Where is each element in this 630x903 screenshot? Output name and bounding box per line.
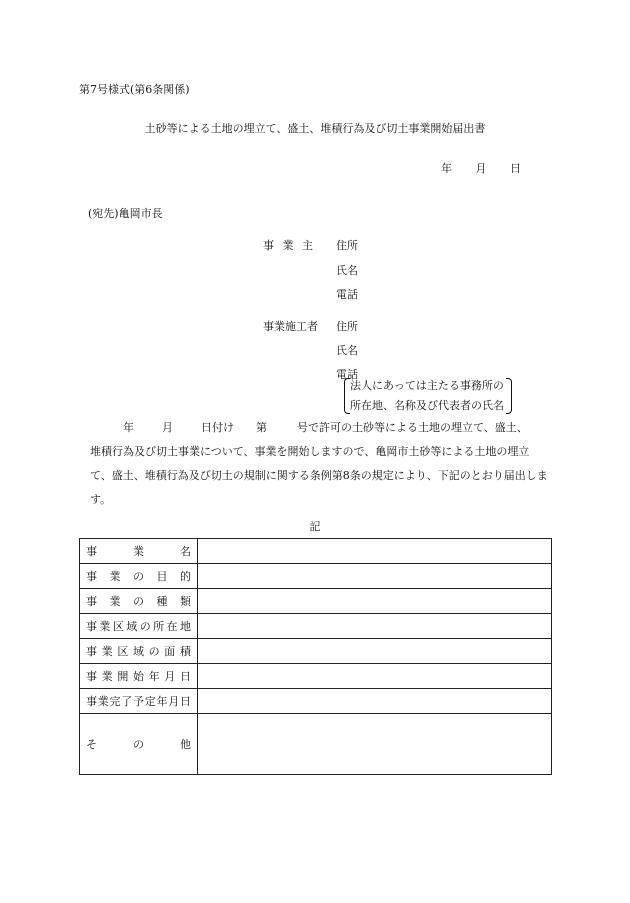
row-label-char: 種 xyxy=(156,595,168,608)
row-label-char: 業 xyxy=(101,670,113,683)
corporate-note-line: 所在地、名称及び代表者の氏名 xyxy=(350,399,504,412)
row-label-char: 的 xyxy=(180,570,191,583)
row-label-char: 他 xyxy=(180,738,191,751)
row-value-field[interactable] xyxy=(198,714,552,775)
row-value-field[interactable] xyxy=(198,664,552,689)
applicant-phone-label: 電話 xyxy=(336,288,358,301)
row-label-char: 開 xyxy=(117,670,129,683)
row-label-char: 目 xyxy=(156,570,168,583)
date-year-label: 年 xyxy=(441,162,452,175)
date-month-label: 月 xyxy=(475,162,487,175)
row-label-char: 始 xyxy=(132,670,144,683)
row-label-char: 業 xyxy=(109,570,121,583)
contractor-name-label: 氏名 xyxy=(336,344,358,357)
document-title: 土砂等による土地の埋立て、盛土、堆積行為及び切土事業開始届出書 xyxy=(144,122,486,135)
row-label xyxy=(80,564,198,589)
row-label-char: 事 xyxy=(86,695,97,708)
row-value-field[interactable] xyxy=(198,689,552,714)
applicant-role-char: 主 xyxy=(302,239,313,252)
table-row xyxy=(80,589,552,614)
row-label xyxy=(80,539,198,564)
row-label-char: 区 xyxy=(112,620,124,633)
table-row xyxy=(80,539,552,564)
row-label-char: 了 xyxy=(121,695,133,708)
row-label-char: 区 xyxy=(117,645,129,658)
contractor-role-label: 事業施工者 xyxy=(263,320,318,333)
contractor-phone-label: 電話 xyxy=(336,368,358,381)
row-label xyxy=(80,614,198,639)
row-value-field[interactable] xyxy=(198,589,552,614)
table-row xyxy=(80,564,552,589)
row-label-char: の xyxy=(148,645,160,658)
row-label-char: 事 xyxy=(86,645,97,658)
applicant-role-char: 事 xyxy=(263,239,274,252)
body-month: 月 xyxy=(162,421,173,434)
row-label-char: 積 xyxy=(179,645,191,658)
body-dated: 日付け xyxy=(201,421,234,434)
row-label-char: 月 xyxy=(168,695,180,708)
form-number: 第7号様式(第6条関係) xyxy=(79,83,190,96)
row-label-char: 所 xyxy=(153,620,165,633)
row-label-char: 域 xyxy=(132,645,144,658)
applicant-name-label: 氏名 xyxy=(336,264,358,277)
notification-body xyxy=(90,416,550,512)
submission-date xyxy=(441,160,521,176)
row-label-char: 事 xyxy=(86,595,97,608)
body-rest: 堆積行為及び切土事業について、事業を開始しますので、亀岡市土砂等による土地の埋立て、盛土、堆積行為及び切土の規制に関する条例第8条の規定により、下記のとおり届出します。 xyxy=(90,445,548,506)
row-value-field[interactable] xyxy=(198,614,552,639)
row-label-char: 日 xyxy=(179,670,191,683)
row-label-char: の xyxy=(133,570,144,583)
row-label-char: 在 xyxy=(166,620,178,633)
row-label-char: 業 xyxy=(99,620,111,633)
row-label-char: 業 xyxy=(101,645,113,658)
corporate-note xyxy=(344,376,510,416)
table-row xyxy=(80,664,552,689)
row-value-field[interactable] xyxy=(198,639,552,664)
date-day-label: 日 xyxy=(510,162,521,175)
row-label-char: 定 xyxy=(144,695,156,708)
row-label-char: 事 xyxy=(86,570,97,583)
row-value-field[interactable] xyxy=(198,564,552,589)
row-label-char: 日 xyxy=(180,695,191,708)
row-label-char: 年 xyxy=(156,695,168,708)
applicant-role-char: 業 xyxy=(282,239,294,252)
table-row xyxy=(80,689,552,714)
row-label-char: 類 xyxy=(180,595,191,608)
row-label xyxy=(80,714,198,775)
table-row xyxy=(80,639,552,664)
details-table xyxy=(79,538,552,775)
row-label xyxy=(80,639,198,664)
row-value-field[interactable] xyxy=(198,539,552,564)
body-number-prefix: 第 xyxy=(256,421,267,434)
row-label xyxy=(80,589,198,614)
addressee: (宛先)亀岡市長 xyxy=(88,207,163,220)
row-label-char: 地 xyxy=(179,620,191,633)
row-label-char: 事 xyxy=(86,545,97,558)
corporate-note-line: 法人にあっては主たる事務所の xyxy=(350,379,504,392)
body-year: 年 xyxy=(123,421,134,434)
row-label-char: 予 xyxy=(133,695,144,708)
body-number-suffix: 号で許可の土砂等による土地の埋立て、盛土、 xyxy=(297,421,528,434)
row-label-char: の xyxy=(133,595,144,608)
row-label xyxy=(80,689,198,714)
row-label xyxy=(80,664,198,689)
row-label-char: そ xyxy=(86,738,97,751)
table-row xyxy=(80,614,552,639)
row-label-char: 業 xyxy=(109,595,121,608)
row-label-char: の xyxy=(133,738,144,751)
row-label-char: の xyxy=(139,620,151,633)
ki-label: 記 xyxy=(309,520,321,533)
row-label-char: 業 xyxy=(133,545,144,558)
row-label-char: 業 xyxy=(97,695,109,708)
row-label-char: 完 xyxy=(109,695,121,708)
applicant-role-label xyxy=(263,237,313,253)
row-label-char: 月 xyxy=(164,670,176,683)
row-label-char: 年 xyxy=(148,670,160,683)
row-label-char: 面 xyxy=(164,645,176,658)
row-label-char: 事 xyxy=(86,670,97,683)
contractor-address-label: 住所 xyxy=(336,320,358,333)
row-label-char: 域 xyxy=(126,620,138,633)
row-label-char: 事 xyxy=(86,620,97,633)
row-label-char: 名 xyxy=(180,545,191,558)
applicant-address-label: 住所 xyxy=(336,239,358,252)
table-row xyxy=(80,714,552,775)
body-first-line xyxy=(90,416,550,440)
